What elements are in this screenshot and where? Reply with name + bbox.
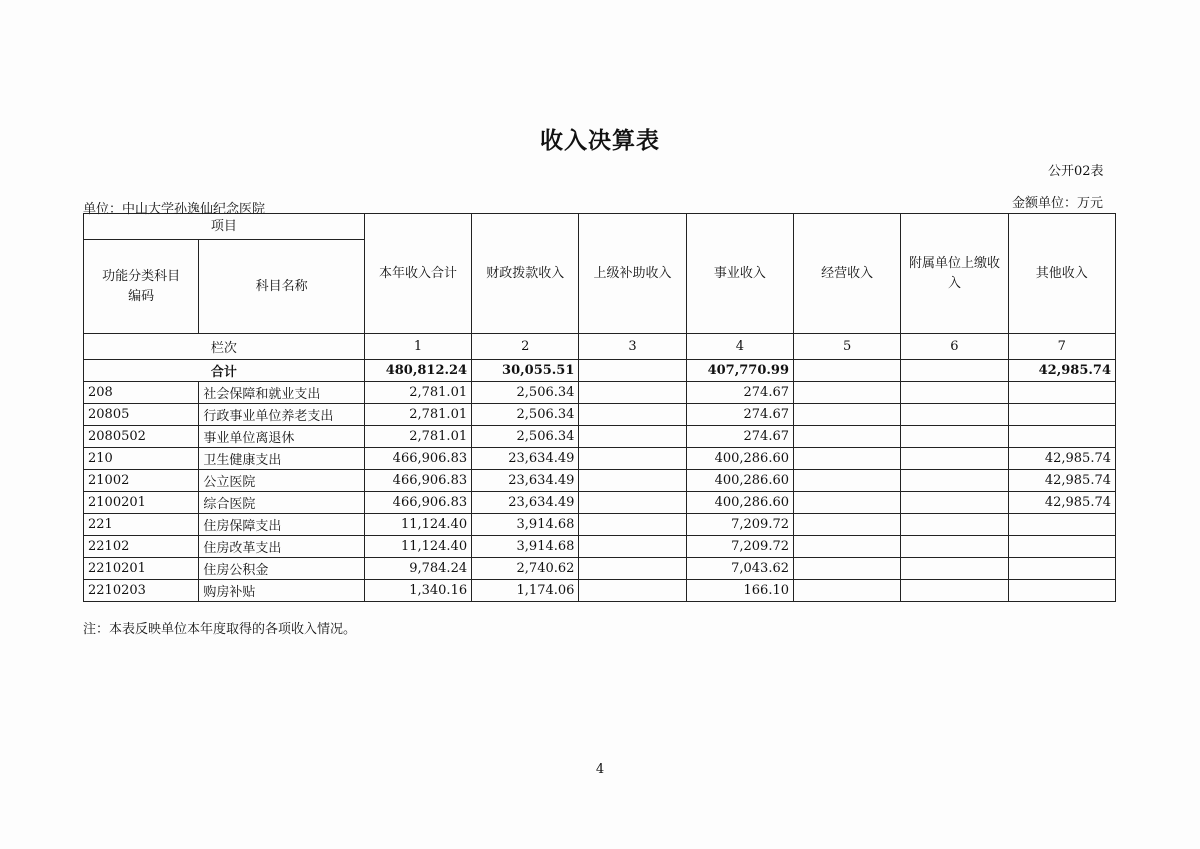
column-no-7: 7 <box>1008 334 1115 360</box>
cell-name: 住房保障支出 <box>199 514 364 536</box>
table-row <box>84 492 1116 514</box>
cell-business: 274.67 <box>686 426 793 448</box>
cell-affiliated <box>901 404 1008 426</box>
cell-code: 21002 <box>84 470 199 492</box>
cell-fiscal: 2,506.34 <box>472 404 579 426</box>
cell-other <box>1008 558 1115 580</box>
table-body <box>84 382 1116 602</box>
cell-operating <box>794 360 901 382</box>
cell-code: 22102 <box>84 536 199 558</box>
cell-fiscal: 2,740.62 <box>472 558 579 580</box>
cell-affiliated <box>901 470 1008 492</box>
header-affiliated: 附属单位上缴收入 <box>901 214 1008 334</box>
cell-superior <box>579 426 686 448</box>
cell-operating <box>794 492 901 514</box>
cell-code: 2080502 <box>84 426 199 448</box>
cell-name: 卫生健康支出 <box>199 448 364 470</box>
cell-total: 1,340.16 <box>364 580 471 602</box>
income-table <box>83 213 1116 602</box>
amount-unit: 金额单位：万元 <box>1012 196 1104 211</box>
cell-total: 466,906.83 <box>364 492 471 514</box>
cell-operating <box>794 382 901 404</box>
cell-fiscal: 2,506.34 <box>472 426 579 448</box>
cell-name: 社会保障和就业支出 <box>199 382 364 404</box>
cell-total: 466,906.83 <box>364 470 471 492</box>
cell-operating <box>794 536 901 558</box>
header-business: 事业收入 <box>686 214 793 334</box>
cell-other <box>1008 514 1115 536</box>
column-no-3: 3 <box>579 334 686 360</box>
cell-other <box>1008 382 1115 404</box>
header-total: 本年收入合计 <box>364 214 471 334</box>
cell-total: 11,124.40 <box>364 514 471 536</box>
header-item: 项目 <box>84 214 365 240</box>
table-row <box>84 382 1116 404</box>
header-superior: 上级补助收入 <box>579 214 686 334</box>
header-other: 其他收入 <box>1008 214 1115 334</box>
cell-superior <box>579 514 686 536</box>
cell-operating <box>794 470 901 492</box>
cell-operating <box>794 404 901 426</box>
cell-business: 274.67 <box>686 382 793 404</box>
cell-name: 住房改革支出 <box>199 536 364 558</box>
cell-code: 210 <box>84 448 199 470</box>
cell-affiliated <box>901 536 1008 558</box>
cell-total: 11,124.40 <box>364 536 471 558</box>
table-row <box>84 580 1116 602</box>
cell-code: 208 <box>84 382 199 404</box>
cell-superior <box>579 382 686 404</box>
table-note: 注：本表反映单位本年度取得的各项收入情况。 <box>83 622 357 637</box>
cell-fiscal: 3,914.68 <box>472 536 579 558</box>
cell-fiscal: 2,506.34 <box>472 382 579 404</box>
cell-operating <box>794 580 901 602</box>
cell-fiscal: 23,634.49 <box>472 492 579 514</box>
cell-superior <box>579 492 686 514</box>
cell-total: 480,812.24 <box>364 360 471 382</box>
cell-affiliated <box>901 426 1008 448</box>
cell-superior <box>579 360 686 382</box>
cell-operating <box>794 558 901 580</box>
cell-superior <box>579 580 686 602</box>
cell-other: 42,985.74 <box>1008 360 1115 382</box>
cell-fiscal: 3,914.68 <box>472 514 579 536</box>
total-label: 合计 <box>84 360 365 382</box>
cell-code: 221 <box>84 514 199 536</box>
cell-other <box>1008 580 1115 602</box>
cell-business: 7,209.72 <box>686 514 793 536</box>
table-row <box>84 514 1116 536</box>
cell-name: 综合医院 <box>199 492 364 514</box>
column-no-label: 栏次 <box>84 334 365 360</box>
cell-business: 400,286.60 <box>686 448 793 470</box>
total-row <box>84 360 1116 382</box>
cell-superior <box>579 536 686 558</box>
cell-superior <box>579 470 686 492</box>
table-row <box>84 426 1116 448</box>
cell-name: 行政事业单位养老支出 <box>199 404 364 426</box>
cell-affiliated <box>901 448 1008 470</box>
cell-fiscal: 30,055.51 <box>472 360 579 382</box>
cell-name: 住房公积金 <box>199 558 364 580</box>
cell-business: 400,286.60 <box>686 492 793 514</box>
form-number: 公开02表 <box>1048 164 1104 179</box>
header-operating: 经营收入 <box>794 214 901 334</box>
cell-business: 166.10 <box>686 580 793 602</box>
cell-affiliated <box>901 558 1008 580</box>
cell-name: 公立医院 <box>199 470 364 492</box>
cell-code: 2100201 <box>84 492 199 514</box>
cell-business: 400,286.60 <box>686 470 793 492</box>
cell-fiscal: 1,174.06 <box>472 580 579 602</box>
cell-name: 事业单位离退休 <box>199 426 364 448</box>
cell-other: 42,985.74 <box>1008 492 1115 514</box>
cell-other: 42,985.74 <box>1008 448 1115 470</box>
cell-superior <box>579 558 686 580</box>
page-number: 4 <box>595 762 605 777</box>
cell-name: 购房补贴 <box>199 580 364 602</box>
cell-superior <box>579 404 686 426</box>
column-no-5: 5 <box>794 334 901 360</box>
header-subject-name: 科目名称 <box>199 240 364 334</box>
cell-business: 274.67 <box>686 404 793 426</box>
cell-total: 9,784.24 <box>364 558 471 580</box>
cell-operating <box>794 448 901 470</box>
cell-other <box>1008 404 1115 426</box>
table-row <box>84 536 1116 558</box>
cell-operating <box>794 514 901 536</box>
cell-superior <box>579 448 686 470</box>
cell-affiliated <box>901 580 1008 602</box>
cell-affiliated <box>901 360 1008 382</box>
column-no-1: 1 <box>364 334 471 360</box>
page-title: 收入决算表 <box>540 128 660 154</box>
cell-affiliated <box>901 382 1008 404</box>
cell-other <box>1008 536 1115 558</box>
cell-fiscal: 23,634.49 <box>472 448 579 470</box>
cell-business: 7,209.72 <box>686 536 793 558</box>
cell-business: 7,043.62 <box>686 558 793 580</box>
cell-affiliated <box>901 492 1008 514</box>
table-row <box>84 470 1116 492</box>
reporting-unit: 单位：中山大学孙逸仙纪念医院 <box>83 202 266 217</box>
header-func-code: 功能分类科目编码 <box>84 240 199 334</box>
table-row <box>84 558 1116 580</box>
cell-total: 2,781.01 <box>364 426 471 448</box>
cell-code: 2210203 <box>84 580 199 602</box>
cell-total: 2,781.01 <box>364 382 471 404</box>
column-no-6: 6 <box>901 334 1008 360</box>
cell-operating <box>794 426 901 448</box>
column-no-2: 2 <box>472 334 579 360</box>
cell-fiscal: 23,634.49 <box>472 470 579 492</box>
cell-other: 42,985.74 <box>1008 470 1115 492</box>
cell-total: 2,781.01 <box>364 404 471 426</box>
cell-code: 2210201 <box>84 558 199 580</box>
header-fiscal: 财政拨款收入 <box>472 214 579 334</box>
cell-total: 466,906.83 <box>364 448 471 470</box>
cell-business: 407,770.99 <box>686 360 793 382</box>
cell-code: 20805 <box>84 404 199 426</box>
cell-affiliated <box>901 514 1008 536</box>
column-no-4: 4 <box>686 334 793 360</box>
table-row <box>84 448 1116 470</box>
cell-other <box>1008 426 1115 448</box>
table-row <box>84 404 1116 426</box>
